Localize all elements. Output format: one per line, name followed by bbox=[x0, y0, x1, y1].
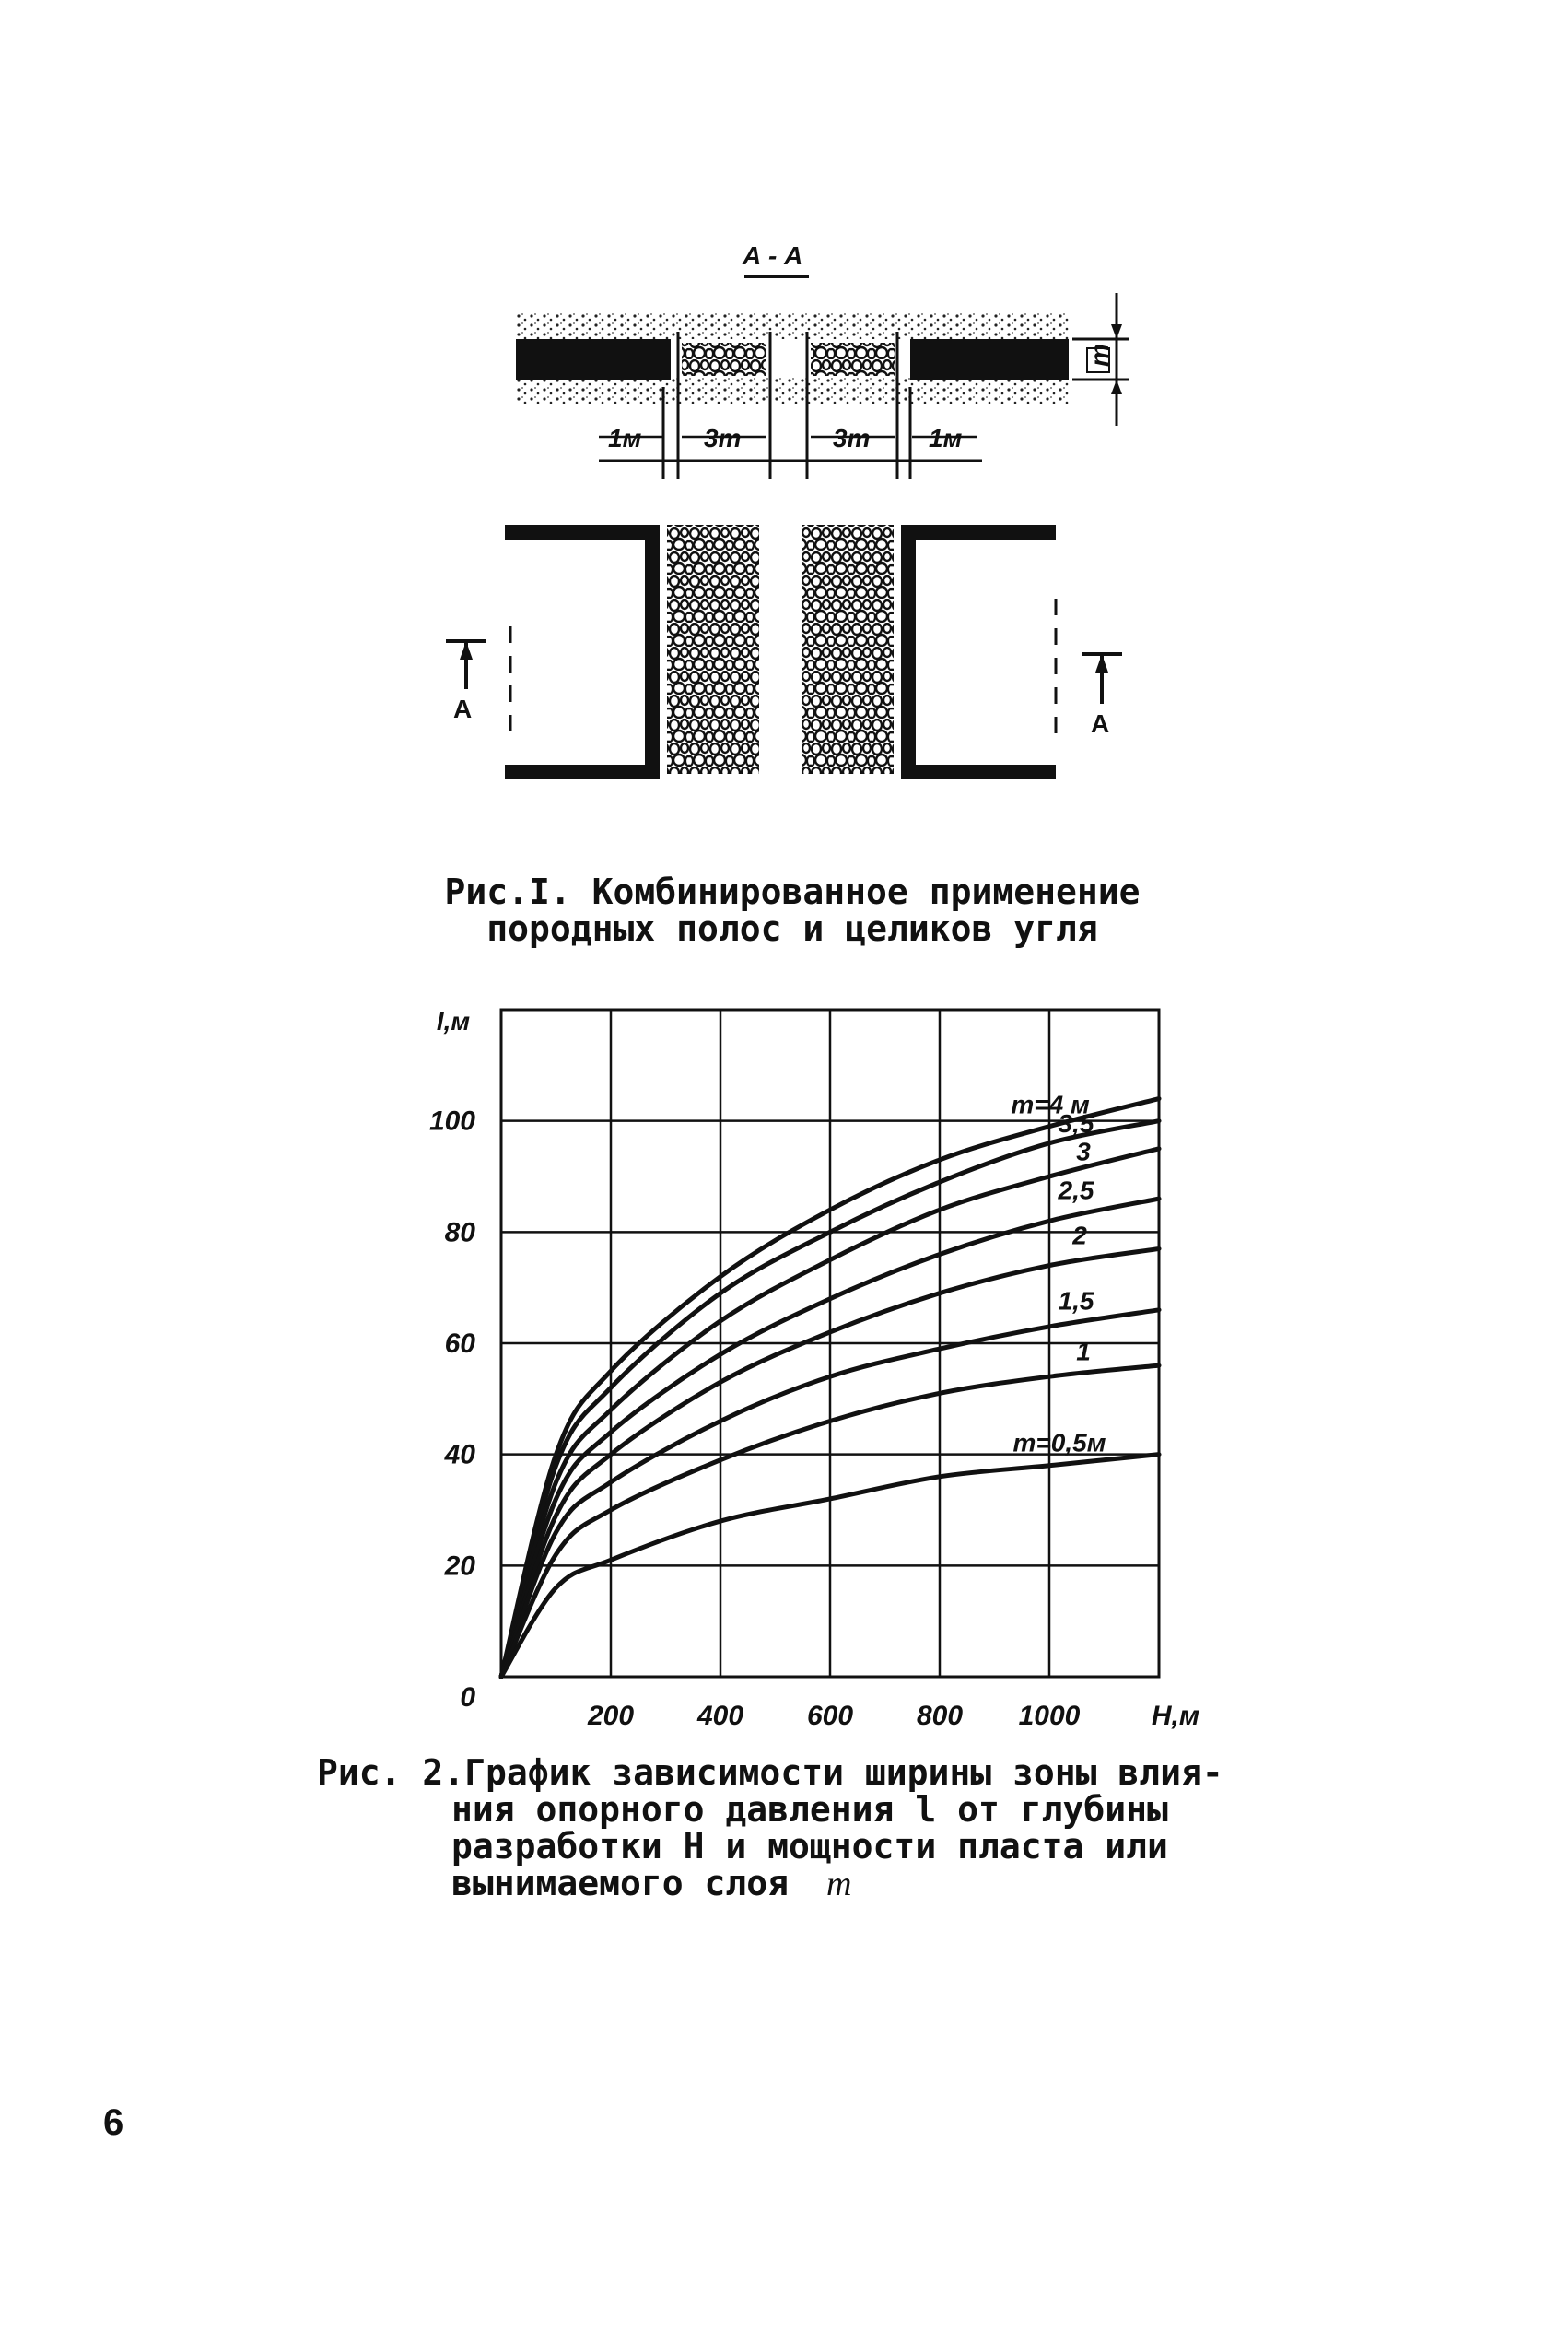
y-tick-label: 0 bbox=[460, 1682, 475, 1713]
y-tick-label: 60 bbox=[444, 1328, 475, 1359]
curve-label: 1,5 bbox=[1058, 1286, 1094, 1316]
section-mark-left: А bbox=[453, 695, 473, 723]
x-tick-label: 600 bbox=[806, 1701, 854, 1731]
dim-right-inner-label: 3m bbox=[833, 424, 871, 452]
figure-2-caption-line-4: вынимаемого слоя bbox=[451, 1863, 790, 1903]
x-tick-label: 200 bbox=[587, 1701, 635, 1731]
page-number: 6 bbox=[103, 2102, 124, 2143]
curve-label: 3 bbox=[1076, 1137, 1091, 1166]
figure-2-caption-line-2: ния опорного давления l от глубины bbox=[451, 1789, 1168, 1830]
curve-label: 2,5 bbox=[1058, 1176, 1094, 1205]
y-axis-label: l,м bbox=[436, 1007, 471, 1036]
figure-2-caption-symbol: m bbox=[825, 1865, 852, 1903]
plan-view bbox=[446, 525, 1122, 774]
figure-2 bbox=[0, 995, 1568, 1750]
figure-1 bbox=[0, 0, 1568, 958]
figure-1-caption bbox=[350, 873, 1235, 947]
figure-2-caption-line-1: Рис. 2.График зависимости ширины зоны влия- bbox=[317, 1752, 1223, 1793]
seam-thickness-label: m bbox=[1085, 344, 1114, 367]
y-tick-label: 20 bbox=[444, 1551, 475, 1582]
x-tick-label: 1000 bbox=[1018, 1701, 1081, 1731]
curve-label: m=0,5м bbox=[1012, 1428, 1106, 1457]
x-tick-label: 400 bbox=[696, 1701, 744, 1731]
section-mark-right: А bbox=[1091, 709, 1110, 738]
figure-2-caption-line-3: разработки Н и мощности пласта или bbox=[451, 1826, 1168, 1867]
section-label: А - А bbox=[743, 241, 803, 270]
curve-label: 3,5 bbox=[1058, 1108, 1094, 1138]
depth-influence-chart bbox=[0, 995, 1568, 1750]
sand-layer-bottom bbox=[516, 378, 1069, 405]
y-tick-label: 80 bbox=[444, 1217, 475, 1248]
x-axis-label: Н,м bbox=[1151, 1701, 1200, 1731]
dim-left-inner-label: 3m bbox=[704, 424, 742, 452]
figure-1-caption-line-2: породных полос и целиков угля bbox=[486, 908, 1098, 949]
figure-2-caption bbox=[317, 1754, 1238, 1902]
y-tick-label: 40 bbox=[444, 1439, 475, 1470]
y-tick-label: 100 bbox=[428, 1106, 475, 1137]
figure-2-caption-line-4-wrap bbox=[317, 1865, 1238, 1902]
curve-label: m=4 м bbox=[1011, 1090, 1090, 1119]
dim-right-outer-label: 1м bbox=[929, 424, 963, 452]
dim-left-outer-label: 1м bbox=[608, 424, 642, 452]
curve-label: 1 bbox=[1076, 1337, 1091, 1366]
figure-1-drawing bbox=[0, 0, 1568, 921]
sand-layer-top bbox=[516, 313, 1069, 339]
x-tick-label: 800 bbox=[916, 1701, 964, 1731]
figure-1-caption-line-1: Рис.I. Комбинированное применение bbox=[444, 872, 1141, 912]
curve-label: 2 bbox=[1072, 1221, 1087, 1250]
